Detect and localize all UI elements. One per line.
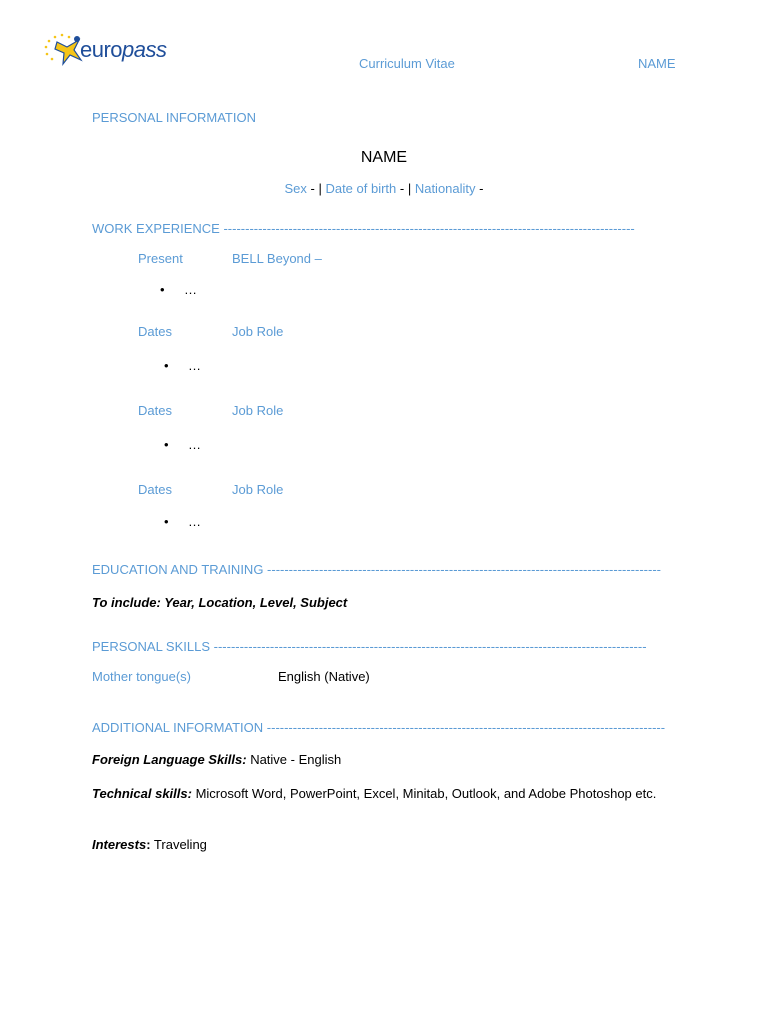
mother-tongue-label: Mother tongue(s) — [92, 669, 191, 684]
work-entry-bullet: • … — [164, 437, 201, 452]
mother-tongue-value: English (Native) — [278, 669, 370, 684]
interests-value: Traveling — [150, 837, 207, 852]
education-heading: EDUCATION AND TRAINING ------------------------------------------------------------------------------------------- — [92, 562, 661, 577]
date-of-birth-label: Date of birth — [325, 181, 397, 196]
separator: - — [475, 181, 484, 196]
work-entry-role: Job Role — [232, 403, 284, 418]
education-note: To include: Year, Location, Level, Subject — [92, 595, 348, 610]
interests — [92, 836, 672, 854]
foreign-language-label: Foreign Language Skills: — [92, 752, 247, 767]
separator: - | — [396, 181, 415, 196]
interests-label: Interests — [92, 837, 147, 852]
work-entry-role: BELL Beyond – — [232, 251, 322, 266]
work-entry-bullet: • … — [164, 358, 201, 373]
work-entry-dates: Dates — [138, 403, 172, 418]
work-entry-dates: Dates — [138, 482, 172, 497]
candidate-name: NAME — [360, 149, 408, 166]
technical-skills-label: Technical skills: — [92, 786, 192, 801]
work-entry-role: Job Role — [232, 482, 284, 497]
foreign-language-value: Native - English — [246, 752, 342, 767]
work-entry-dates: Present — [138, 251, 183, 266]
europass-wordmark: europass — [80, 37, 167, 62]
personal-skills-heading: PERSONAL SKILLS ---------------------------------------------------------------------------------------------------- — [92, 639, 647, 654]
work-entry-bullet: • … — [164, 514, 201, 529]
work-experience-heading: WORK EXPERIENCE ----------------------------------------------------------------------------------------------- — [92, 221, 635, 236]
header-name: NAME — [638, 56, 676, 71]
nationality-label: Nationality — [414, 181, 476, 196]
technical-skills-value: Microsoft Word, PowerPoint, Excel, Minitab, Outlook, and Adobe Photoshop etc. — [191, 786, 657, 801]
personal-information-heading: PERSONAL INFORMATION — [92, 110, 256, 125]
header-doc-type: Curriculum Vitae — [359, 56, 455, 71]
additional-information-heading: ADDITIONAL INFORMATION -------------------------------------------------------------------------------------------- — [92, 720, 666, 735]
technical-skills — [92, 785, 672, 803]
separator: - | — [306, 181, 326, 196]
sex-label: Sex — [284, 181, 307, 196]
work-entry-role: Job Role — [232, 324, 284, 339]
foreign-language-skills — [92, 751, 672, 769]
work-entry-dates: Dates — [138, 324, 172, 339]
interests-colon: : — [146, 837, 151, 852]
personal-details-line — [0, 181, 768, 196]
work-entry-bullet: • … — [160, 282, 197, 297]
